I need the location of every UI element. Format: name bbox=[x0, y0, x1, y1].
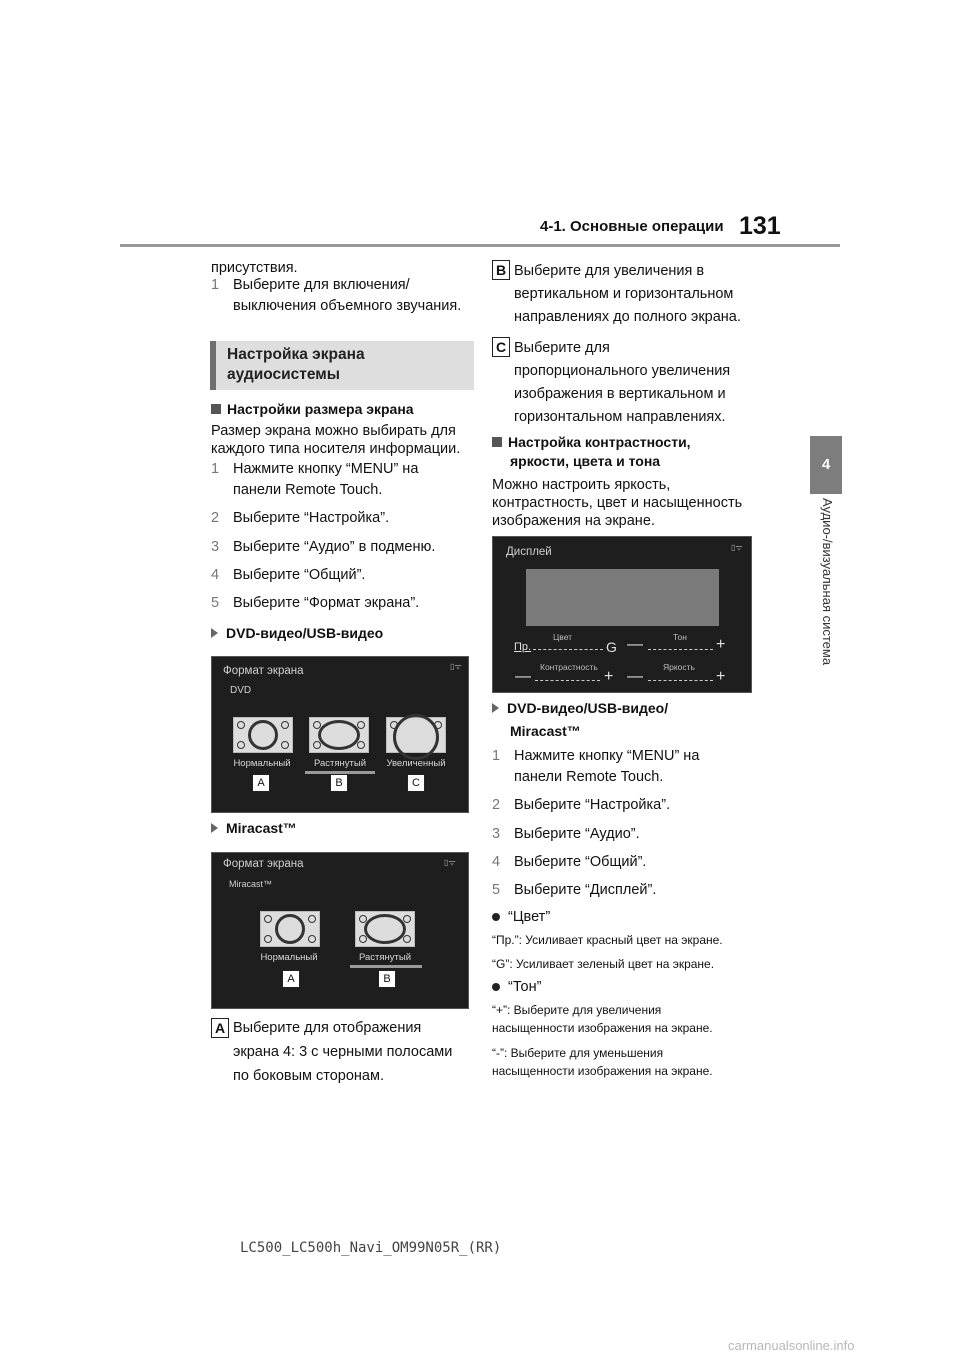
selection-indicator bbox=[350, 965, 422, 968]
screen-subtitle: DVD bbox=[230, 685, 252, 696]
option-stretch-thumb[interactable] bbox=[355, 911, 415, 947]
heading-line-1: DVD-видео/USB-видео/ bbox=[507, 700, 669, 716]
bullet-tone bbox=[492, 979, 541, 995]
step-text: Выберите “Общий”. bbox=[514, 854, 647, 870]
callout-a: A bbox=[282, 970, 300, 988]
callout-b: B bbox=[378, 970, 396, 988]
section-title: 4-1. Основные операции bbox=[540, 218, 724, 235]
status-icons: ▯ᯤ bbox=[731, 543, 743, 552]
note-minus-2: насыщенности изображения на экране. bbox=[492, 1064, 713, 1078]
note-minus-1: “-”: Выберите для уменьшения bbox=[492, 1046, 664, 1060]
screen-title: Дисплей bbox=[506, 546, 552, 558]
option-normal-label: Нормальный bbox=[260, 952, 318, 963]
tone-minus-button[interactable]: — bbox=[627, 636, 643, 653]
a-line-3: по боковым сторонам. bbox=[233, 1068, 384, 1084]
option-zoom-label: Увеличенный bbox=[386, 758, 446, 769]
contrast-minus-button[interactable]: — bbox=[515, 668, 531, 685]
triangle-bullet-icon bbox=[211, 823, 218, 833]
brightness-plus-button[interactable]: + bbox=[716, 668, 726, 685]
desc-line-5: изображения на экране. bbox=[492, 513, 655, 529]
subheading-text: Настройки размера экрана bbox=[227, 401, 414, 417]
step-r4 bbox=[492, 854, 646, 870]
note-plus-1: “+”: Выберите для увеличения bbox=[492, 1003, 662, 1017]
option-stretch-thumb[interactable] bbox=[309, 717, 369, 753]
step-l2 bbox=[211, 510, 389, 526]
label-a: A bbox=[211, 1018, 229, 1038]
desc-line-1: Размер экрана можно выбирать для bbox=[211, 423, 456, 439]
tone-label: Тон bbox=[673, 632, 687, 642]
option-normal-thumb[interactable] bbox=[260, 911, 320, 947]
contrast-slider[interactable] bbox=[535, 680, 600, 683]
step-l3 bbox=[211, 539, 435, 555]
screen-format-dvd bbox=[211, 656, 469, 813]
option-normal-thumb[interactable] bbox=[233, 717, 293, 753]
step-number: 4 bbox=[492, 854, 501, 870]
status-icons: ▯ᯤ bbox=[444, 858, 456, 867]
step-l4 bbox=[211, 567, 365, 583]
heading-line-1: Настройка экрана bbox=[227, 346, 365, 363]
chapter-label: Аудио-/визуальная система bbox=[820, 498, 835, 666]
c-line-1: Выберите для bbox=[514, 340, 610, 356]
step-number: 1 bbox=[211, 277, 220, 293]
brightness-slider[interactable] bbox=[648, 680, 713, 683]
a-line-1: Выберите для отображения bbox=[233, 1020, 422, 1036]
step-l1 bbox=[211, 461, 418, 477]
step-r5 bbox=[492, 882, 656, 898]
option-stretch-label: Растянутый bbox=[313, 758, 367, 769]
step-number: 3 bbox=[211, 539, 220, 555]
intro-text: присутствия. bbox=[211, 260, 298, 276]
dvd-heading-text: DVD-видео/USB-видео bbox=[226, 625, 384, 641]
status-icons: ▯ᯤ bbox=[450, 662, 462, 671]
step-r2 bbox=[492, 797, 670, 813]
tone-slider[interactable] bbox=[648, 649, 713, 652]
c-line-2: пропорционального увеличения bbox=[514, 363, 731, 379]
section-heading-box bbox=[210, 341, 474, 390]
step-number: 2 bbox=[211, 510, 220, 526]
triangle-bullet-icon bbox=[211, 628, 218, 638]
desc-line-2: каждого типа носителя информации. bbox=[211, 441, 461, 457]
screen-subtitle: Miracast™ bbox=[229, 879, 273, 889]
contrast-plus-button[interactable]: + bbox=[604, 668, 614, 685]
step-text: Выберите “Настройка”. bbox=[514, 797, 671, 813]
bullet-text: “Цвет” bbox=[508, 909, 551, 925]
bullet-text: “Тон” bbox=[508, 979, 542, 995]
chapter-tab: 4 bbox=[810, 436, 842, 494]
bullet-color bbox=[492, 909, 550, 925]
step-text: Выберите “Формат экрана”. bbox=[233, 595, 420, 611]
step-number: 2 bbox=[492, 797, 501, 813]
step-number: 1 bbox=[492, 748, 501, 764]
step-number: 1 bbox=[211, 461, 220, 477]
c-line-3: изображения в вертикальном и bbox=[514, 386, 726, 402]
miracast-heading bbox=[211, 820, 297, 836]
step-r1-cont: панели Remote Touch. bbox=[514, 769, 664, 785]
subheading-size bbox=[211, 401, 414, 417]
label-b: B bbox=[492, 260, 510, 280]
step-text: Выберите “Дисплей”. bbox=[514, 882, 657, 898]
miracast-heading-text: Miracast™ bbox=[226, 820, 297, 836]
display-preview bbox=[526, 569, 719, 626]
section-heading bbox=[227, 345, 365, 385]
round-bullet-icon bbox=[492, 913, 500, 921]
option-zoom-thumb[interactable] bbox=[386, 717, 446, 753]
subheading-contrast bbox=[492, 434, 691, 450]
color-slider[interactable] bbox=[533, 649, 603, 652]
brightness-minus-button[interactable]: — bbox=[627, 668, 643, 685]
square-bullet-icon bbox=[211, 404, 221, 414]
step-number: 5 bbox=[492, 882, 501, 898]
callout-b: B bbox=[330, 774, 348, 792]
subheading-line-1: Настройка контрастности, bbox=[508, 434, 691, 450]
watermark: carmanualsonline.info bbox=[728, 1338, 855, 1353]
round-bullet-icon bbox=[492, 983, 500, 991]
tone-plus-button[interactable]: + bbox=[716, 636, 726, 653]
desc-line-3: Можно настроить яркость, bbox=[492, 477, 671, 493]
color-label: Цвет bbox=[553, 632, 573, 642]
screen-display bbox=[492, 536, 752, 693]
step-text: Выберите “Аудио”. bbox=[514, 826, 640, 842]
dvd-miracast-heading bbox=[492, 700, 668, 716]
label-c: C bbox=[492, 337, 510, 357]
screen-title: Формат экрана bbox=[223, 665, 304, 677]
contrast-label: Контрастность bbox=[540, 662, 598, 672]
step-text: Выберите “Аудио” в подменю. bbox=[233, 539, 436, 555]
header-rule bbox=[120, 244, 840, 247]
brightness-label: Яркость bbox=[663, 662, 695, 672]
square-bullet-icon bbox=[492, 437, 502, 447]
desc-line-4: контрастность, цвет и насыщенность bbox=[492, 495, 743, 511]
step-text: Выберите “Настройка”. bbox=[233, 510, 390, 526]
page-number: 131 bbox=[739, 212, 781, 240]
step-number: 5 bbox=[211, 595, 220, 611]
step-1 bbox=[211, 277, 410, 293]
step-r1 bbox=[492, 748, 699, 764]
screen-title: Формат экрана bbox=[223, 858, 304, 870]
subheading-line-2: яркости, цвета и тона bbox=[510, 453, 661, 469]
step-l5 bbox=[211, 595, 419, 611]
b-line-3: направлениях до полного экрана. bbox=[514, 309, 741, 325]
note-red: “Пр.”: Усиливает красный цвет на экране. bbox=[492, 933, 723, 947]
step-l1-cont: панели Remote Touch. bbox=[233, 482, 383, 498]
note-plus-2: насыщенности изображения на экране. bbox=[492, 1021, 713, 1035]
note-green: “G”: Усиливает зеленый цвет на экране. bbox=[492, 957, 715, 971]
c-line-4: горизонтальном направлениях. bbox=[514, 409, 726, 425]
b-line-1: Выберите для увеличения в bbox=[514, 263, 705, 279]
step-text: Выберите “Общий”. bbox=[233, 567, 366, 583]
heading-line-2: Miracast™ bbox=[510, 723, 581, 739]
step-text: Нажмите кнопку “MENU” на bbox=[233, 461, 419, 477]
step-r3 bbox=[492, 826, 640, 842]
footer-doc-id: LC500_LC500h_Navi_OM99N05R_(RR) bbox=[240, 1240, 502, 1256]
step-1-cont: выключения объемного звучания. bbox=[233, 298, 462, 314]
dvd-heading bbox=[211, 625, 383, 641]
option-normal-label: Нормальный bbox=[233, 758, 291, 769]
screen-format-miracast bbox=[211, 852, 469, 1009]
heading-line-2: аудиосистемы bbox=[227, 366, 340, 383]
color-green-button[interactable]: G bbox=[606, 639, 617, 655]
step-number: 3 bbox=[492, 826, 501, 842]
option-stretch-label: Растянутый bbox=[358, 952, 412, 963]
step-text: Выберите для включения/ bbox=[233, 277, 410, 293]
b-line-2: вертикальном и горизонтальном bbox=[514, 286, 734, 302]
step-text: Нажмите кнопку “MENU” на bbox=[514, 748, 700, 764]
callout-a: A bbox=[252, 774, 270, 792]
a-line-2: экрана 4: 3 с черными полосами bbox=[233, 1044, 453, 1060]
callout-c: C bbox=[407, 774, 425, 792]
triangle-bullet-icon bbox=[492, 703, 499, 713]
step-number: 4 bbox=[211, 567, 220, 583]
color-red-button[interactable]: Пр. bbox=[514, 641, 532, 653]
